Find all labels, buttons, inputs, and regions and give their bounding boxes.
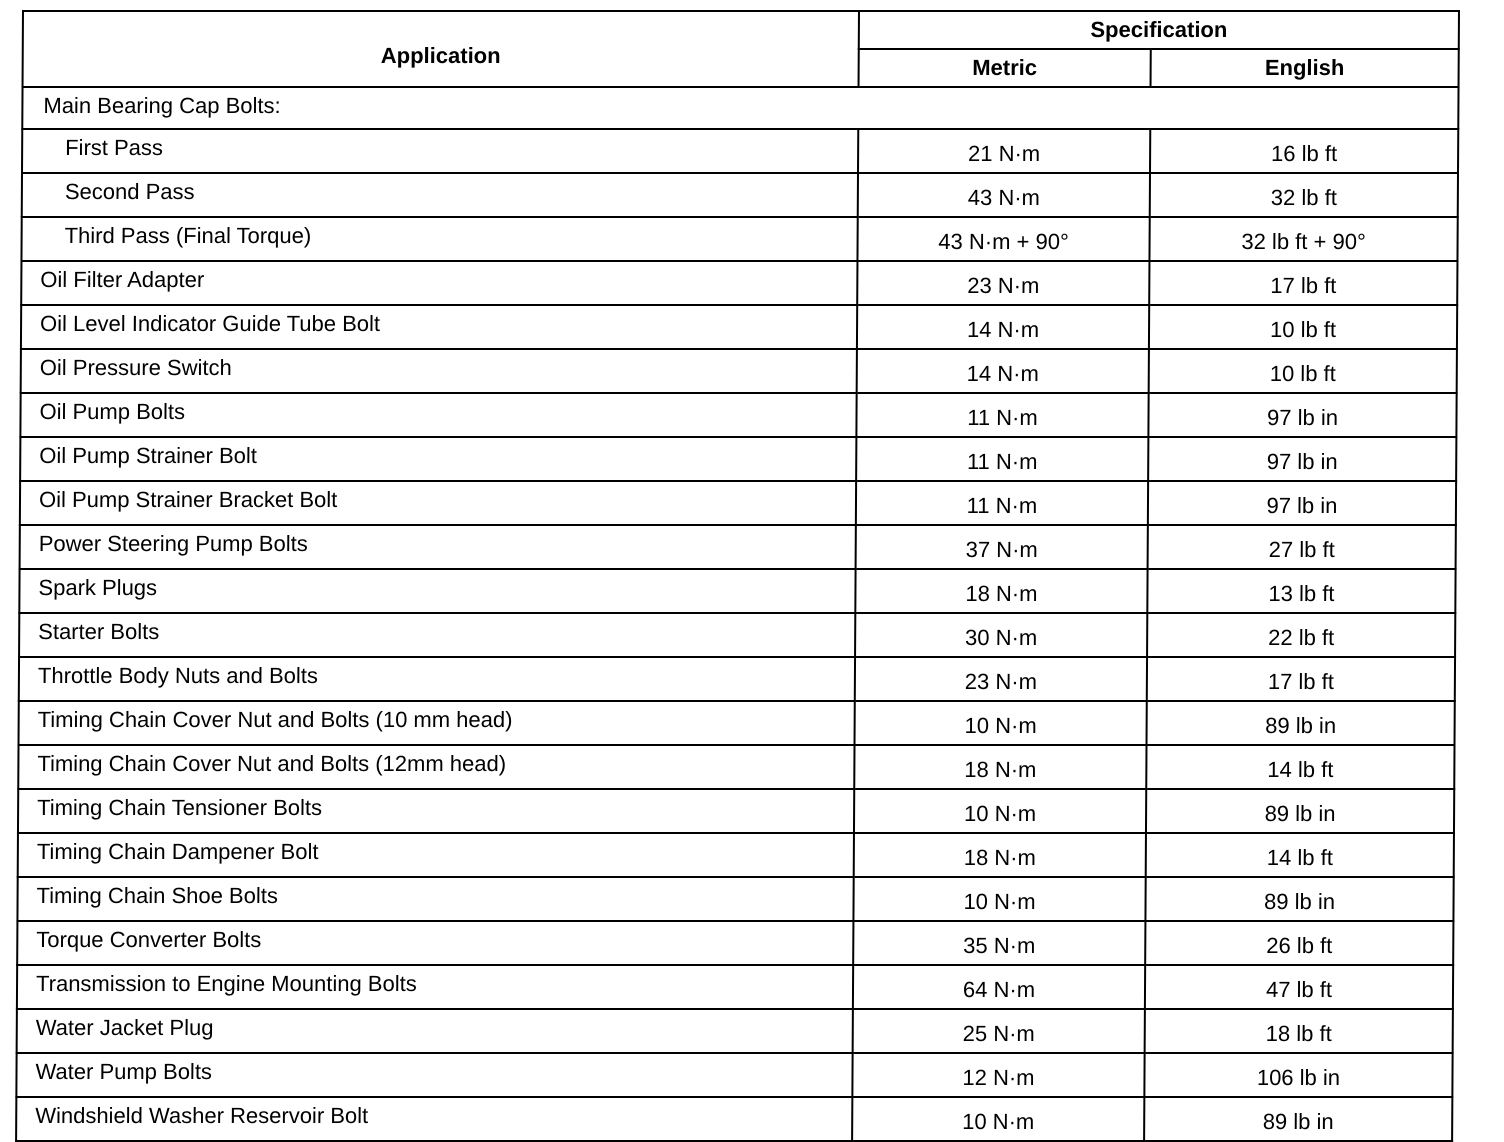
table-row — [22, 173, 1458, 217]
english-cell: 10 lb ft — [1149, 349, 1457, 393]
application-cell: Second Pass — [22, 173, 858, 217]
metric-cell: 11 N·m — [856, 437, 1148, 481]
specification-header: Specification — [859, 11, 1459, 49]
application-cell: Timing Chain Cover Nut and Bolts (12mm head) — [18, 745, 854, 789]
application-cell: Spark Plugs — [19, 569, 855, 613]
metric-cell: 18 N·m — [855, 569, 1147, 613]
application-cell: Timing Chain Shoe Bolts — [17, 877, 853, 921]
application-cell: Timing Chain Tensioner Bolts — [18, 789, 854, 833]
english-cell: 47 lb ft — [1145, 965, 1453, 1009]
group-title-main-bearing-cap-bolts: Main Bearing Cap Bolts: — [22, 87, 1458, 129]
metric-cell: 11 N·m — [856, 393, 1148, 437]
metric-cell: 10 N·m — [853, 877, 1145, 921]
english-cell: 97 lb in — [1148, 393, 1456, 437]
english-cell: 26 lb ft — [1145, 921, 1453, 965]
table-row — [21, 349, 1457, 393]
application-cell: Water Pump Bolts — [16, 1053, 852, 1097]
metric-cell: 14 N·m — [857, 349, 1149, 393]
table-row — [20, 481, 1456, 525]
table-row — [17, 965, 1453, 1009]
english-cell: 32 lb ft — [1150, 173, 1458, 217]
metric-cell: 25 N·m — [853, 1009, 1145, 1053]
english-cell: 17 lb ft — [1149, 261, 1457, 305]
table-row — [18, 789, 1454, 833]
english-cell: 27 lb ft — [1148, 525, 1456, 569]
table-row — [21, 217, 1457, 261]
torque-spec-table — [15, 10, 1460, 1142]
application-cell: Oil Filter Adapter — [21, 261, 857, 305]
english-cell: 17 lb ft — [1147, 657, 1455, 701]
metric-cell: 30 N·m — [855, 613, 1147, 657]
application-cell: Torque Converter Bolts — [17, 921, 853, 965]
metric-cell: 43 N·m + 90° — [857, 217, 1149, 261]
table-row — [19, 569, 1455, 613]
metric-cell: 10 N·m — [855, 701, 1147, 745]
table-row — [19, 701, 1455, 745]
metric-cell: 10 N·m — [852, 1097, 1144, 1141]
english-cell: 13 lb ft — [1147, 569, 1455, 613]
english-cell: 97 lb in — [1148, 481, 1456, 525]
metric-cell: 10 N·m — [854, 789, 1146, 833]
table-row — [19, 613, 1455, 657]
english-cell: 10 lb ft — [1149, 305, 1457, 349]
metric-cell: 12 N·m — [852, 1053, 1144, 1097]
application-cell: Windshield Washer Reservoir Bolt — [16, 1097, 852, 1141]
table-row — [20, 437, 1456, 481]
application-header: Application — [23, 11, 859, 87]
metric-header: Metric — [859, 49, 1151, 87]
table-row — [21, 305, 1457, 349]
application-cell: Starter Bolts — [19, 613, 855, 657]
english-cell: 22 lb ft — [1147, 613, 1455, 657]
table-row — [19, 657, 1455, 701]
table-row — [18, 833, 1454, 877]
application-cell: Power Steering Pump Bolts — [20, 525, 856, 569]
application-cell: Oil Pump Bolts — [20, 393, 856, 437]
metric-cell: 35 N·m — [853, 921, 1145, 965]
application-cell: Water Jacket Plug — [17, 1009, 853, 1053]
english-cell: 32 lb ft + 90° — [1149, 217, 1457, 261]
application-cell: Oil Pressure Switch — [21, 349, 857, 393]
table-row — [22, 129, 1458, 173]
table-row — [20, 525, 1456, 569]
english-cell: 89 lb in — [1147, 701, 1455, 745]
table-row — [17, 877, 1453, 921]
english-header: English — [1151, 49, 1459, 87]
application-cell: Oil Level Indicator Guide Tube Bolt — [21, 305, 857, 349]
english-cell: 97 lb in — [1148, 437, 1456, 481]
application-cell: First Pass — [22, 129, 858, 173]
metric-cell: 18 N·m — [854, 833, 1146, 877]
english-cell: 89 lb in — [1146, 789, 1454, 833]
application-cell: Third Pass (Final Torque) — [21, 217, 857, 261]
metric-cell: 14 N·m — [857, 305, 1149, 349]
table-row — [17, 1009, 1453, 1053]
metric-cell: 43 N·m — [858, 173, 1150, 217]
table-row — [16, 1053, 1452, 1097]
metric-cell: 64 N·m — [853, 965, 1145, 1009]
english-cell: 89 lb in — [1144, 1097, 1452, 1141]
table-body — [16, 87, 1458, 1141]
table-row — [20, 393, 1456, 437]
english-cell: 16 lb ft — [1150, 129, 1458, 173]
english-cell: 14 lb ft — [1146, 745, 1454, 789]
english-cell: 89 lb in — [1145, 877, 1453, 921]
application-cell: Timing Chain Cover Nut and Bolts (10 mm head) — [19, 701, 855, 745]
application-cell: Transmission to Engine Mounting Bolts — [17, 965, 853, 1009]
english-cell: 18 lb ft — [1145, 1009, 1453, 1053]
table-row — [17, 921, 1453, 965]
metric-cell: 18 N·m — [854, 745, 1146, 789]
table-row — [21, 261, 1457, 305]
metric-cell: 23 N·m — [857, 261, 1149, 305]
english-cell: 14 lb ft — [1146, 833, 1454, 877]
application-cell: Timing Chain Dampener Bolt — [18, 833, 854, 877]
table-row — [16, 1097, 1452, 1141]
metric-cell: 37 N·m — [856, 525, 1148, 569]
metric-cell: 11 N·m — [856, 481, 1148, 525]
application-cell: Throttle Body Nuts and Bolts — [19, 657, 855, 701]
application-cell: Oil Pump Strainer Bolt — [20, 437, 856, 481]
table-row — [18, 745, 1454, 789]
metric-cell: 21 N·m — [858, 129, 1150, 173]
metric-cell: 23 N·m — [855, 657, 1147, 701]
application-cell: Oil Pump Strainer Bracket Bolt — [20, 481, 856, 525]
english-cell: 106 lb in — [1144, 1053, 1452, 1097]
